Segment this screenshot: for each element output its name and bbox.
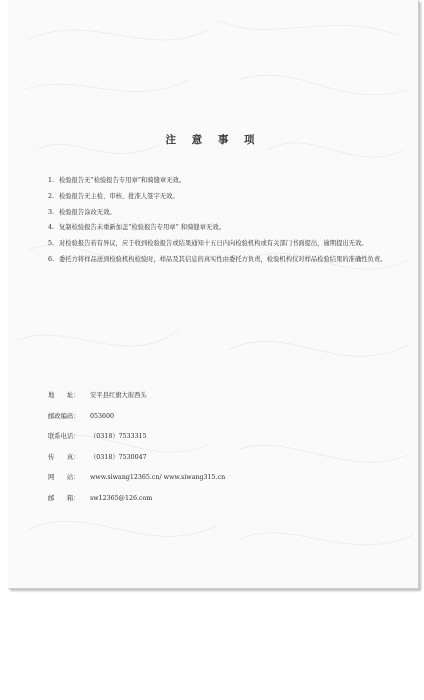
notice-item	[48, 237, 388, 252]
notice-item	[48, 206, 388, 221]
address-value: 安平县红旗大街西头	[90, 392, 147, 399]
phone-label: 联系电话：	[48, 433, 80, 440]
contact-email-row	[48, 489, 225, 510]
notice-number: 3.	[48, 208, 55, 216]
website-value: www.siwang12365.cn/ www.siwang315.cn	[90, 474, 226, 481]
notice-text: 复制检验报告未重新加盖“检验报告专用章” 和骑缝章无效。	[59, 224, 225, 232]
notice-item	[48, 190, 388, 205]
notice-number: 5.	[48, 240, 55, 248]
fax-value: （0318）7530047	[90, 453, 147, 461]
contact-info	[48, 386, 225, 509]
notice-text: 检验报告无“检验报告专用章”和骑缝章无效。	[59, 177, 186, 184]
notice-text: 对检验报告若有异议，应于收到检验报告或结果通知十五日内向检验机构或有关部门书面提出，逾期提出无效。	[59, 240, 368, 248]
notice-text: 检验报告涂改无效。	[59, 208, 116, 216]
contact-phone-row	[48, 427, 225, 448]
notice-item	[48, 221, 388, 236]
postcode-value: 053600	[90, 412, 115, 420]
notice-item	[48, 174, 388, 189]
contact-address-row	[48, 386, 225, 407]
email-value: sw12365@126.com	[90, 494, 153, 502]
email-label: 邮 箱：	[48, 494, 80, 502]
contact-website-row	[48, 468, 225, 489]
notice-list	[48, 174, 388, 269]
contact-fax-row	[48, 448, 225, 469]
report-back-page	[8, 0, 419, 589]
notice-number: 1.	[48, 177, 55, 184]
website-label: 网 站：	[48, 474, 80, 481]
notice-number: 6.	[48, 255, 55, 263]
notice-number: 2.	[48, 192, 55, 200]
page-title: 注 意 事 项	[165, 134, 261, 146]
notice-text: 委托方将样品送到检验机构检验时，样品及其信息的真实性由委托方负责，检验机构仅对样品检验结果的准确性负责。	[59, 255, 387, 263]
address-label: 地 址：	[48, 392, 80, 399]
notice-text: 检验报告无主检、审核、批准人签字无效。	[59, 192, 179, 200]
notice-number: 4.	[48, 224, 55, 232]
postcode-label: 邮政编码：	[48, 412, 80, 420]
notice-item	[48, 253, 388, 268]
fax-label: 传 真：	[48, 453, 80, 461]
contact-postcode-row	[48, 407, 225, 428]
phone-value: （0318）7533315	[90, 433, 147, 440]
